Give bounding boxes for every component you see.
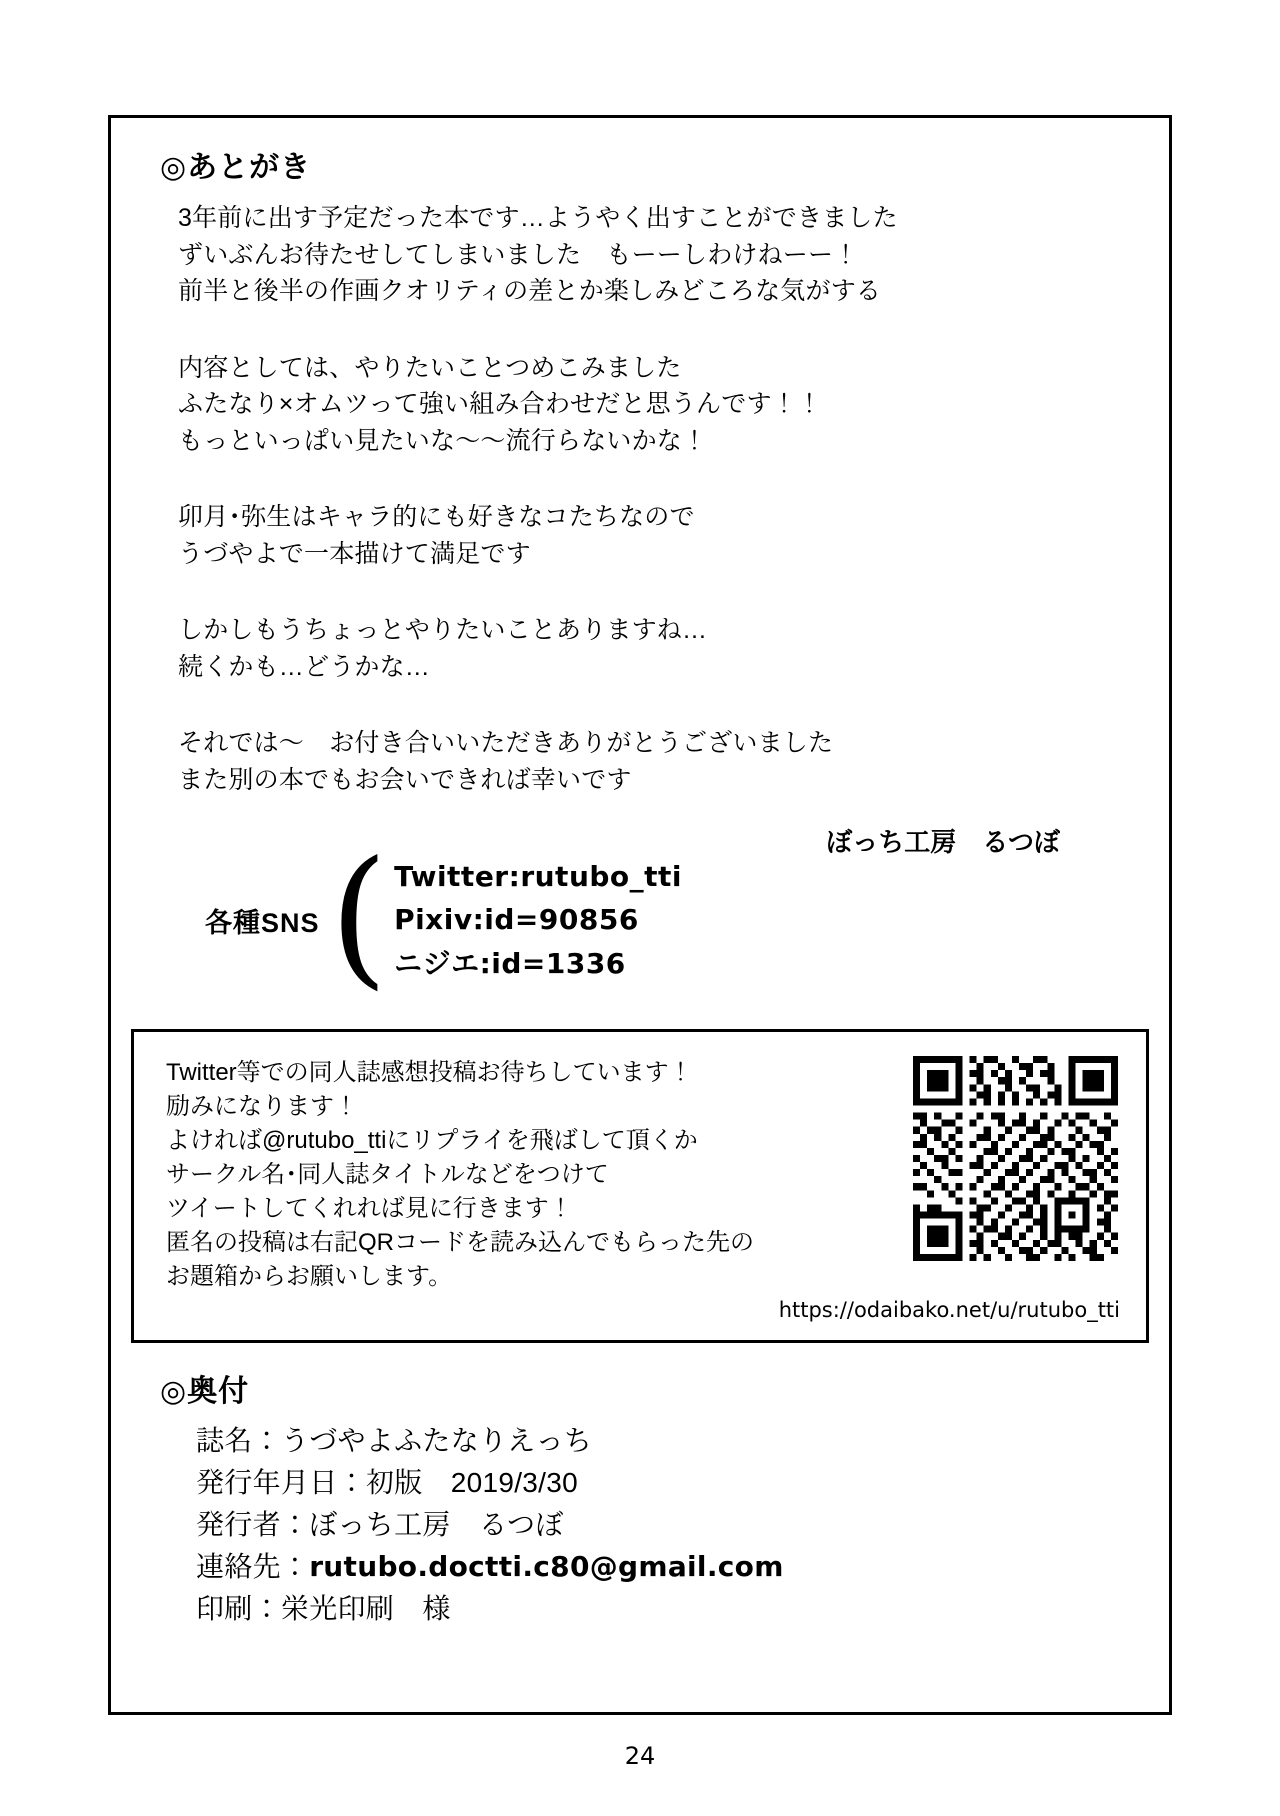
colophon-label: 連絡先：: [196, 1551, 310, 1582]
colophon-row-printer: [196, 1588, 1120, 1630]
afterword-line: うづやよで一本描けて満足です: [178, 539, 531, 568]
colophon-rows: [196, 1420, 1120, 1630]
colophon-value: うづやよふたなりえっち: [280, 1425, 593, 1456]
afterword-paragraph-4: [178, 612, 1120, 685]
sns-nijie[interactable]: ニジエ:id=1336: [394, 946, 626, 980]
afterword-line: ふたなり×オムツって強い組み合わせだと思うんです！！: [178, 390, 823, 418]
colophon-label: 発行年月日：: [196, 1467, 366, 1498]
odaibako-url[interactable]: https://odaibako.net/u/rutubo_tti: [778, 1298, 1120, 1322]
colophon-row-date: [196, 1462, 1120, 1504]
paragraph-spacer: [160, 459, 1120, 485]
colophon-row-publisher: [196, 1504, 1120, 1546]
paragraph-spacer: [160, 572, 1120, 598]
colophon-row-contact: [196, 1546, 1120, 1588]
paragraph-spacer: [160, 310, 1120, 336]
paragraph-spacer: [160, 685, 1120, 711]
notice-line: ツイートしてくれれば見に行きます！: [166, 1195, 573, 1223]
colophon-value: 栄光印刷 様: [280, 1593, 451, 1624]
contact-email[interactable]: rutubo.doctti.c80@gmail.com: [309, 1550, 784, 1583]
colophon-value: ぼっち工房 るつぼ: [309, 1509, 564, 1540]
afterword-section: [160, 150, 1120, 859]
notice-line: お題箱からお願いします。: [166, 1263, 453, 1291]
notice-text: [166, 1056, 906, 1295]
colophon-row-title: [196, 1420, 1120, 1462]
afterword-line: しかしもうちょっとやりたいことありますね…: [178, 616, 708, 644]
sns-label: 各種SNS: [205, 907, 320, 938]
colophon-section: [160, 1374, 1120, 1630]
colophon-label: 誌名：: [196, 1425, 281, 1456]
afterword-line: ずいぶんお待たせしてしまいました もーーしわけねーー！: [178, 240, 859, 269]
afterword-line: それでは〜 お付き合いいただきありがとうございました: [178, 729, 834, 757]
sns-twitter[interactable]: Twitter:rutubo_tti: [394, 860, 683, 893]
afterword-line: また別の本でもお会いできれば幸いです: [178, 765, 632, 794]
afterword-line: 続くかも…どうかな…: [178, 652, 431, 681]
sns-section: [205, 830, 683, 1005]
notice-line: 励みになります！: [166, 1093, 358, 1121]
colophon-heading: ◎奥付: [160, 1375, 250, 1408]
qr-code-container[interactable]: [908, 1056, 1122, 1261]
page-number: 24: [624, 1742, 656, 1770]
notice-line: よければ@rutubo_ttiにリプライを飛ばして頂くか: [166, 1127, 698, 1155]
afterword-line: もっといっぱい見たいな〜〜流行らないかな！: [178, 426, 708, 455]
notice-line: サークル名･同人誌タイトルなどをつけて: [166, 1161, 609, 1189]
colophon-label: 発行者：: [196, 1509, 310, 1540]
afterword-paragraph-5: [178, 725, 1120, 798]
colophon-label: 印刷：: [196, 1593, 281, 1624]
afterword-line: 前半と後半の作画クオリティの差とか楽しみどころな気がする: [178, 277, 882, 305]
afterword-paragraph-2: [178, 350, 1120, 460]
afterword-line: 3年前に出す予定だった本です…ようやく出すことができました: [178, 204, 898, 232]
afterword-line: 卯月･弥生はキャラ的にも好きなコたちなので: [178, 503, 695, 531]
afterword-heading: ◎あとがき: [160, 151, 312, 184]
qr-code-icon[interactable]: [913, 1056, 1118, 1261]
colophon-value: 初版 2019/3/30: [365, 1467, 578, 1498]
notice-box: [131, 1029, 1149, 1343]
notice-line: Twitter等での同人誌感想投稿お待ちしています！: [166, 1059, 693, 1086]
author-signature: ぼっち工房 るつぼ: [826, 827, 1060, 857]
afterword-line: 内容としては、やりたいことつめこみました: [178, 353, 682, 382]
sns-pixiv[interactable]: Pixiv:id=90856: [394, 903, 639, 937]
afterword-paragraph-3: [178, 499, 1120, 572]
curly-brace-icon: (: [329, 830, 389, 1005]
notice-line: 匿名の投稿は右記QRコードを読み込んでもらった先の: [166, 1229, 754, 1257]
afterword-paragraph-1: [178, 200, 1120, 310]
sns-list: [394, 855, 682, 985]
